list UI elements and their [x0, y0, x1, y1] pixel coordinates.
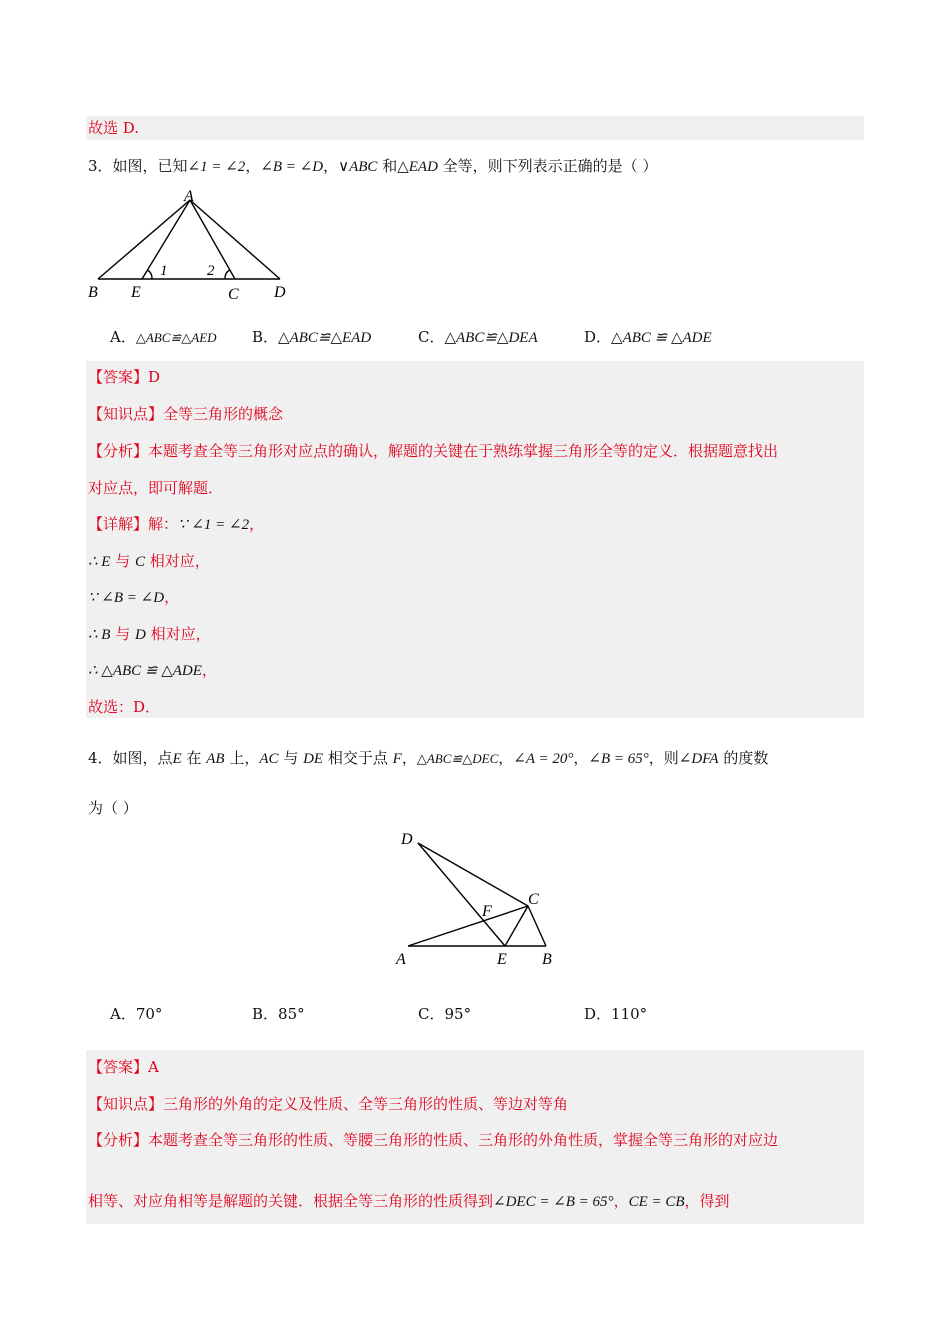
q3-label-one: 1: [160, 263, 168, 279]
prev-solution-block: [86, 116, 864, 140]
q3-conclusion: 故选：D．: [88, 698, 161, 716]
q3-stem: [88, 156, 657, 177]
q3-detail-line5: ∴ △ABC ≌ △ADE，: [88, 661, 217, 679]
q3-segment-ab: [98, 200, 190, 279]
q3-tri1: ∨ABC: [338, 159, 378, 175]
q4-answer: 【答案】A: [88, 1058, 159, 1076]
q3-option-c: C．△ABC≌△DEA: [418, 328, 538, 346]
q3-sep2: ，: [323, 157, 339, 175]
q3-stem-prefix: 3．如图，已知: [88, 157, 188, 175]
q3-answer: 【答案】D: [88, 368, 161, 386]
q3-label-b: B: [88, 284, 98, 301]
q3-analysis-line2: 对应点，即可解题．: [88, 479, 224, 497]
q3-angle2-arc: [225, 270, 230, 279]
q4-option-c: C．95°: [418, 1005, 472, 1023]
q3-suffix: 全等，则下列表示正确的是（ ）: [437, 157, 658, 175]
q3-option-d: D．△ABC ≌ △ADE: [584, 328, 712, 346]
q3-label-e: E: [131, 284, 141, 301]
q3-tri2: △EAD: [397, 159, 438, 175]
q3-label-d: D: [274, 284, 286, 301]
q3-detail-line3: ∵ ∠B = ∠D，: [88, 588, 180, 606]
q4-segment-dc: [418, 843, 528, 906]
q4-option-d: D．110°: [584, 1005, 648, 1023]
q4-option-a: A．70°: [110, 1005, 163, 1023]
q4-stem-line2: 为（ ）: [88, 799, 138, 817]
q4-analysis-line1: 【分析】本题考查全等三角形的性质、等腰三角形的性质、三角形的外角性质，掌握全等三角形的对应边: [88, 1131, 779, 1149]
q3-analysis-line1: 【分析】本题考查全等三角形对应点的确认，解题的关键在于熟练掌握三角形全等的定义．根据题意找出: [88, 442, 779, 460]
q4-label-a: A: [396, 951, 406, 968]
q4-analysis-line2: 相等、对应角相等是解题的关键．根据全等三角形的性质得到∠DEC = ∠B = 65°，CE = CB，得到: [88, 1192, 730, 1210]
q4-stem-line1: 4．如图，点E 在 AB 上，AC 与 DE 相交于点 F，△ABC≌△DEC，∠A = 20°，∠B = 65°，则∠DFA 的度数: [88, 749, 769, 767]
q3-segment-ad: [190, 200, 280, 279]
q3-label-two: 2: [207, 263, 215, 279]
q3-detail-line4: ∴ B 与 D 相对应，: [88, 625, 211, 643]
q4-label-d: D: [401, 831, 413, 848]
q3-detail-line2: ∴ E 与 C 相对应，: [88, 552, 210, 570]
q3-cond1: ∠1 = ∠2: [187, 159, 246, 175]
q4-label-e: E: [497, 951, 507, 968]
q3-detail-line1: 【详解】解：∵ ∠1 = ∠2，: [88, 515, 265, 533]
q4-label-f: F: [482, 903, 492, 920]
q3-sep1: ，: [245, 157, 261, 175]
q4-label-b: B: [542, 951, 552, 968]
q3-label-a: A: [184, 188, 194, 205]
q3-option-a: A．△ABC≌△AED: [110, 328, 217, 346]
q4-segment-de: [418, 843, 505, 946]
q3-label-c: C: [228, 286, 239, 303]
q3-option-b: B．△ABC≌△EAD: [252, 328, 372, 346]
prev-conclusion: 故选 D.: [88, 119, 140, 137]
q4-figure: [392, 826, 562, 974]
q4-knowledge-point: 【知识点】三角形的外角的定义及性质、全等三角形的性质、等边对等角: [88, 1095, 569, 1113]
q4-option-b: B．85°: [252, 1005, 305, 1023]
q3-angle1-arc: [148, 270, 153, 279]
q4-segment-ac: [408, 906, 528, 946]
q3-knowledge-point: 【知识点】全等三角形的概念: [88, 405, 284, 423]
q3-cond2: ∠B = ∠D: [260, 159, 324, 175]
q4-segment-cb: [528, 906, 546, 946]
q3-and: 和: [377, 157, 398, 175]
q4-label-c: C: [528, 891, 539, 908]
q3-figure: [80, 184, 310, 304]
